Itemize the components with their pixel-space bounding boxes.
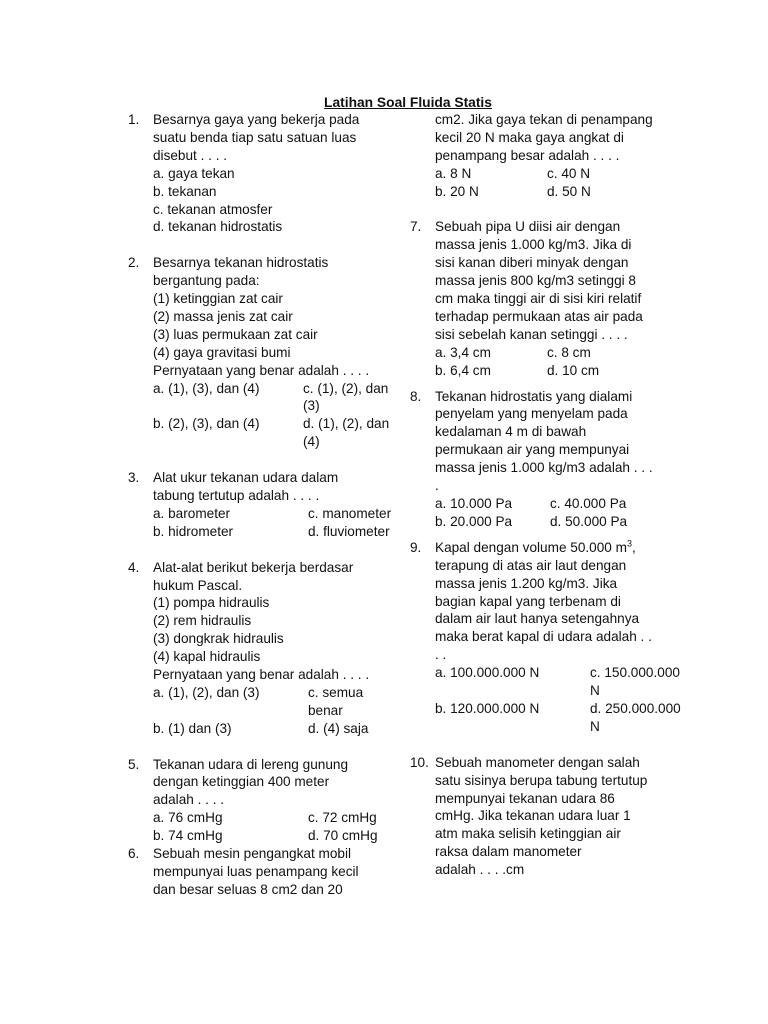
option-b: b. tekanan <box>153 183 217 199</box>
option-d: d. (4) saja <box>308 720 369 736</box>
options-grid <box>153 505 400 541</box>
question-text: (4) gaya gravitasi bumi <box>153 344 291 360</box>
question-text: bergantung pada: <box>153 273 260 289</box>
question-text: Kapal dengan volume 50.000 $m^3$, <box>435 538 636 555</box>
right-column <box>410 111 682 879</box>
page-title: Latihan Soal Fluida Statis <box>324 95 492 110</box>
question-text: . . <box>435 647 447 663</box>
option-b: b. 20 N <box>435 183 479 199</box>
question-text: permukaan air yang mempunyai <box>435 442 630 458</box>
option-c: c. 150.000.000 N <box>590 665 680 699</box>
option-c: c. 8 cm <box>547 344 591 360</box>
option-a: a. (1), (3), dan (4) <box>153 380 260 396</box>
question-text: massa jenis 1.000 kg/m3. Jika di <box>435 237 632 253</box>
question-text: dan besar seluas 8 cm2 dan 20 <box>153 881 343 897</box>
option-b: b. 74 cmHg <box>153 828 223 844</box>
option-c: c. 40 N <box>547 165 591 181</box>
question-text: terhadap permukaan atas air pada <box>435 308 643 324</box>
option-c: c. 72 cmHg <box>308 810 377 826</box>
option-d: d. 50 N <box>547 183 591 199</box>
question-text: Tekanan hidrostatis yang dialami <box>435 388 633 404</box>
question-10 <box>410 754 682 879</box>
option-d: d. (1), (2), dan (4) <box>303 416 390 450</box>
question-text: atm maka selisih ketinggian air <box>435 826 621 842</box>
option-b: b. (2), (3), dan (4) <box>153 416 260 432</box>
question-text: Alat ukur tekanan udara dalam <box>153 470 339 486</box>
option-b: b. 120.000.000 N <box>435 700 540 716</box>
question-6 <box>128 845 400 899</box>
question-text: Sebuah manometer dengan salah <box>435 754 640 770</box>
option-a: a. 10.000 Pa <box>435 496 513 512</box>
question-text: (4) kapal hidraulis <box>153 649 261 665</box>
question-number: 9. <box>410 539 422 555</box>
question-text: penyelam yang menyelam pada <box>435 406 628 422</box>
option-d: d. fluviometer <box>308 523 390 539</box>
question-number: 4. <box>128 559 140 575</box>
question-text: Alat-alat berikut bekerja berdasar <box>153 559 354 575</box>
question-text: (1) pompa hidraulis <box>153 595 270 611</box>
option-d: d. 10 cm <box>547 362 600 378</box>
question-text: Sebuah mesin pengangkat mobil <box>153 846 351 862</box>
options-grid <box>435 165 682 201</box>
option-c: c. (1), (2), dan (3) <box>303 380 389 414</box>
question-text: Besarnya gaya yang bekerja pada <box>153 112 360 127</box>
options-grid <box>435 495 682 531</box>
options-grid <box>153 684 400 738</box>
question-text: Tekanan udara di lereng gunung <box>153 756 348 772</box>
left-column <box>128 111 400 899</box>
option-a: a. gaya tekan <box>153 165 235 181</box>
question-5 <box>128 756 400 846</box>
option-a: a. 76 cmHg <box>153 810 223 826</box>
question-text: mempunyai luas penampang kecil <box>153 864 359 879</box>
option-a: a. (1), (2), dan (3) <box>153 684 260 700</box>
question-text: massa jenis 800 kg/m3 setinggi 8 <box>435 273 636 289</box>
question-text: massa jenis 1.000 kg/m3 adalah . . . <box>435 460 653 476</box>
option-b: b. hidrometer <box>153 523 234 539</box>
question-text: . <box>435 478 439 494</box>
question-text: dengan ketinggian 400 meter <box>153 774 330 790</box>
question-text: Besarnya tekanan hidrostatis <box>153 255 329 271</box>
question-number: 6. <box>128 846 140 862</box>
question-text: (2) rem hidraulis <box>153 613 252 629</box>
question-4 <box>128 559 400 738</box>
question-text: tabung tertutup adalah . . . . <box>153 488 320 503</box>
question-text: raksa dalam manometer <box>435 844 582 860</box>
option-d: d. tekanan hidrostatis <box>153 219 283 235</box>
question-text: sisi kanan diberi minyak dengan <box>435 255 629 271</box>
option-c: c. 40.000 Pa <box>550 496 627 512</box>
question-2 <box>128 254 400 451</box>
question-number: 7. <box>410 219 422 235</box>
options-grid <box>435 344 682 380</box>
question-text: suatu benda tiap satu satuan luas <box>153 129 357 145</box>
question-text: terapung di atas air laut dengan <box>435 557 627 573</box>
question-number: 1. <box>128 112 140 127</box>
question-text: mempunyai tekanan udara 86 <box>435 790 615 806</box>
question-text: satu sisinya berupa tabung tertutup <box>435 772 648 788</box>
option-a: a. 8 N <box>435 165 472 181</box>
question-7 <box>410 218 682 379</box>
question-text: dalam air laut hanya setengahnya <box>435 611 640 627</box>
question-number: 3. <box>128 470 140 486</box>
question-text: hukum Pascal. <box>153 577 243 593</box>
question-9 <box>410 539 682 736</box>
question-3 <box>128 469 400 541</box>
question-number: 8. <box>410 388 422 404</box>
question-text: (3) luas permukaan zat cair <box>153 326 318 342</box>
question-text: kecil 20 N maka gaya angkat di <box>435 129 624 145</box>
options-grid <box>435 664 682 736</box>
question-text: cm maka tinggi air di sisi kiri relatif <box>435 291 642 307</box>
question-8 <box>410 388 682 531</box>
option-a: a. 3,4 cm <box>435 344 491 360</box>
question-text: penampang besar adalah . . . . <box>435 147 620 163</box>
question-text: adalah . . . . <box>153 792 225 808</box>
question-number: 10. <box>410 754 429 770</box>
question-text: disebut . . . . <box>153 147 228 163</box>
option-c: c. manometer <box>308 505 392 521</box>
question-number: 2. <box>128 255 140 271</box>
question-text: bagian kapal yang terbenam di <box>435 593 621 609</box>
question-text: kedalaman 4 m di bawah <box>435 424 587 440</box>
question-text: Pernyataan yang benar adalah . . . . <box>153 362 370 378</box>
option-b: b. (1) dan (3) <box>153 720 232 736</box>
question-text: massa jenis 1.200 kg/m3. Jika <box>435 575 618 591</box>
question-6-continued <box>410 111 682 201</box>
question-text: Sebuah pipa U diisi air dengan <box>435 219 621 235</box>
options-grid <box>153 809 400 845</box>
question-text: adalah . . . .cm <box>435 862 525 878</box>
question-text: (2) massa jenis zat cair <box>153 308 293 324</box>
question-text: (3) dongkrak hidraulis <box>153 631 284 647</box>
option-a: a. barometer <box>153 505 231 521</box>
question-text: (1) ketinggian zat cair <box>153 291 283 307</box>
option-b: b. 6,4 cm <box>435 362 491 378</box>
option-d: d. 70 cmHg <box>308 828 378 844</box>
question-number: 5. <box>128 756 140 772</box>
question-text: cm2. Jika gaya tekan di penampang <box>435 112 653 127</box>
option-d: d. 250.000.000 N <box>590 700 681 734</box>
question-1 <box>128 111 400 236</box>
question-text: sisi sebelah kanan setinggi . . . . <box>435 326 628 342</box>
option-d: d. 50.000 Pa <box>550 513 628 529</box>
question-text: maka berat kapal di udara adalah . . <box>435 629 652 645</box>
option-a: a. 100.000.000 N <box>435 665 540 681</box>
question-text: cmHg. Jika tekanan udara luar 1 <box>435 808 631 824</box>
option-c: c. tekanan atmosfer <box>153 201 273 217</box>
option-c: c. semua benar <box>308 684 364 718</box>
option-b: b. 20.000 Pa <box>435 513 513 529</box>
question-text: Pernyataan yang benar adalah . . . . <box>153 667 370 683</box>
options-grid <box>153 380 400 452</box>
